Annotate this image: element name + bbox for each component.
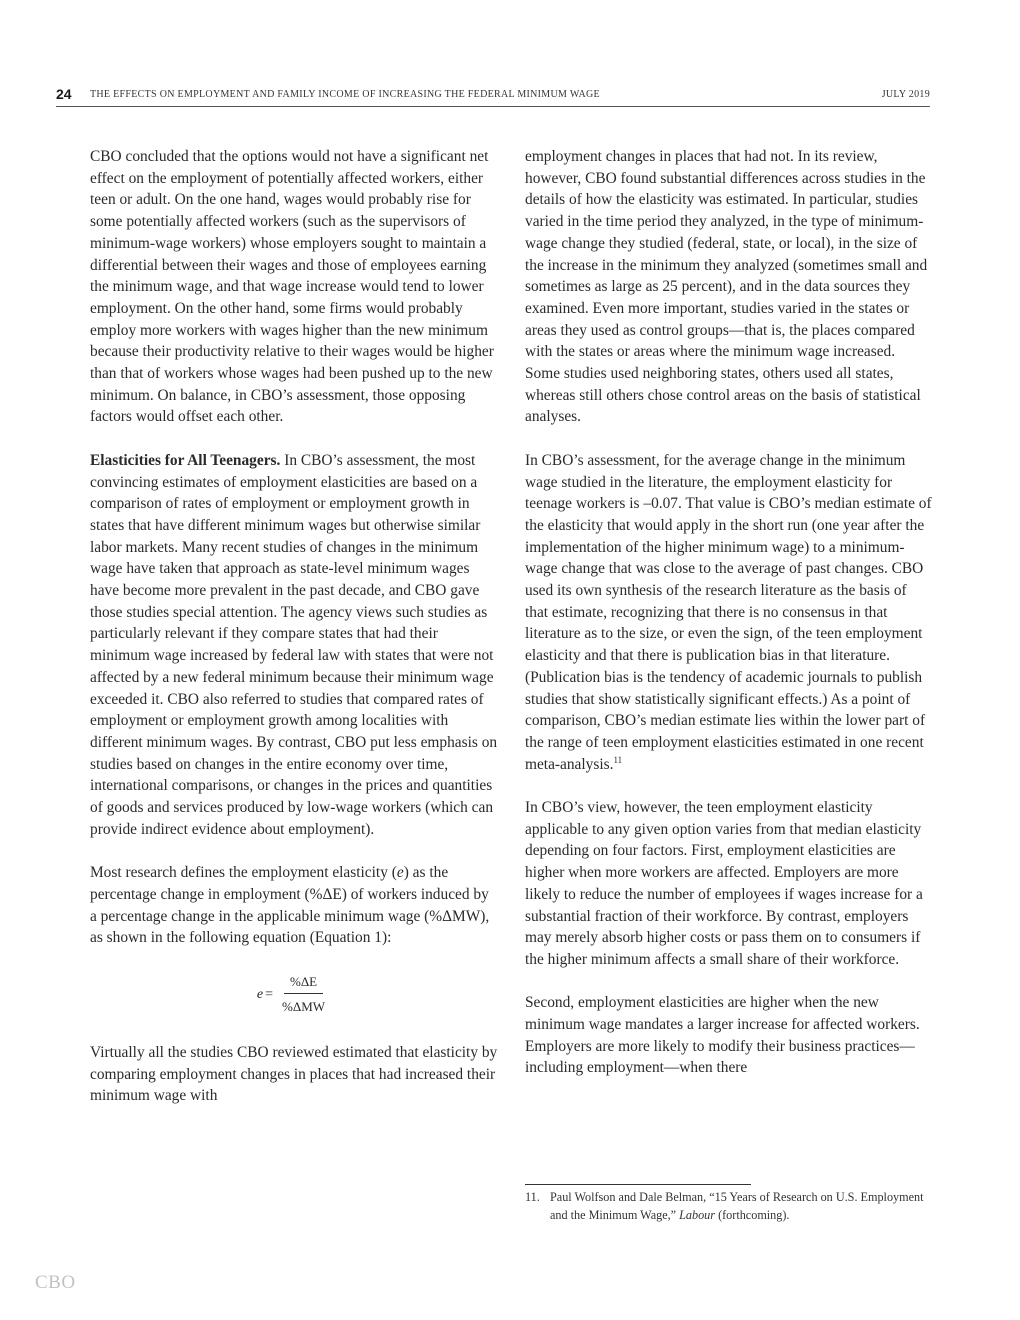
paragraph: employment changes in places that had not. In its review, however, CBO found substantial differences across studies in the details of how the elasticity was estimated. In particular, studies varied in the time period they analyzed, in the type of minimum-wage change they studied (federal, state, or local), in the size of the increase in the minimum they analyzed (sometimes small and sometimes as large as 25 percent), and in the data sources they examined. Even more important, studies varied in the states or areas they used as control groups—that is, the places compared with the states or areas where the minimum wage increased. Some studies used neighboring states, others used all states, whereas still others chose control areas on the basis of statistical analyses. xyxy=(525,148,928,426)
paragraph: CBO concluded that the options would not have a significant net effect on the employment of potentially affected workers, either teen or adult. On the one hand, wages would probably rise for some potentially affected workers (such as the supervisors of minimum-wage workers) whose employers sought to maintain a differential between their wages and those of employees earning the minimum wage, and that wage increase would tend to lower employment. On the other hand, some firms would probably employ more workers with wages higher than the new minimum because their productivity relative to their wages would be higher than that of workers whose wages had been pushed up to the new minimum. On balance, in CBO’s assessment, those opposing factors would offset each other. xyxy=(90,148,494,426)
footnote-divider xyxy=(525,1184,751,1185)
footnote-status: (forthcoming). xyxy=(715,1208,790,1222)
equation-denominator: %ΔMW xyxy=(282,999,326,1015)
footnote-reference[interactable]: 11 xyxy=(613,754,623,765)
publication-date: JULY 2019 xyxy=(881,89,930,100)
footnote-citation: Paul Wolfson and Dale Belman, “15 Years of Research on U.S. Employment and the Minimum Wage,” xyxy=(550,1190,924,1222)
section-lead-heading: Elasticities for All Teenagers. xyxy=(90,451,281,469)
footnote-journal: Labour xyxy=(679,1208,716,1222)
equation-numerator: %ΔE xyxy=(284,971,323,995)
paragraph: Second, employment elasticities are higher when the new minimum wage mandates a larger increase for affected workers. Employers are more likely to modify their business practices—including employment—when there xyxy=(525,994,920,1077)
equation-1 xyxy=(90,971,498,1018)
paragraph-text: Most research defines the employment elasticity ( xyxy=(90,864,397,882)
paragraph: In CBO’s view, however, the teen employment elasticity applicable to any given option varies from that median elasticity depending on four factors. First, employment elasticities are higher when more workers are affected. Employers are more likely to reduce the number of employees if wages increase for a substantial fraction of their workforce. By contrast, employers may merely absorb higher costs or pass them on to consumers if the higher minimum affects a small share of their workforce. xyxy=(525,799,923,968)
footnote-11 xyxy=(525,1188,930,1224)
equation-equals: = xyxy=(265,986,274,1002)
left-column xyxy=(90,146,498,1129)
paragraph-text: In CBO’s assessment, the most convincing estimates of employment elasticities are based on a comparison of rates of employment or employment growth in states that have different minimum wages but otherwise similar labor markets. Many recent studies of changes in the minimum wage have taken that approach as state-level minimum wages have become more prevalent in the past decade, and CBO gave those studies special attention. The agency views such studies as particularly relevant if they compare states that had their minimum wage increased by federal law with states that were not affected by a new federal minimum because their minimum wage exceeded it. CBO also referred to studies that compared rates of employment or employment growth among localities with different minimum wages. By contrast, CBO put less emphasis on studies based on changes in the entire economy over time, international comparisons, or changes in the prices and quantities of goods and services produced by low-wage workers (which can provide indirect evidence about employment). xyxy=(90,451,498,838)
equation-fraction xyxy=(276,971,331,1018)
page-number: 24 xyxy=(56,86,72,102)
paragraph xyxy=(525,450,933,776)
paragraph-text: In CBO’s assessment, for the average change in the minimum wage studied in the literature, the employment elasticity for teenage workers is –0.07. That value is CBO’s median estimate of the elasticity that would apply in the short run (one year after the implementation of the higher minimum wage) to a minimum-wage change that was close to the average of past changes. CBO used its own synthesis of the research literature as the basis of that estimate, recognizing that there is no consensus in that literature as to the size, or even the sign, of the teen employment elasticity and that there is publication bias in that literature. (Publication bias is the tendency of academic journals to publish studies that show statistically significant effects.) As a point of comparison, CBO’s median estimate lies within the lower part of the range of teen employment elasticities estimated in one recent meta-analysis. xyxy=(525,451,932,773)
footnote-number: 11. xyxy=(525,1190,540,1204)
paragraph: Virtually all the studies CBO reviewed estimated that elasticity by comparing employment changes in places that had increased their minimum wage with xyxy=(90,1044,498,1105)
paragraph-text: ) as the percentage change in employment (%ΔE) of workers induced by a percentage change in the applicable minimum wage (%ΔMW), as shown in the following equation (Equation 1): xyxy=(90,864,490,947)
inline-variable: e xyxy=(396,864,404,882)
paragraph xyxy=(90,450,498,841)
right-column xyxy=(525,146,933,1101)
paragraph xyxy=(90,862,498,949)
running-header xyxy=(56,86,930,107)
equation-variable: e xyxy=(256,986,264,1002)
cbo-logo: CBO xyxy=(35,1272,76,1293)
footnote-text xyxy=(525,1188,930,1224)
running-title: THE EFFECTS ON EMPLOYMENT AND FAMILY INCOME OF INCREASING THE FEDERAL MINIMUM WAGE xyxy=(90,89,600,100)
